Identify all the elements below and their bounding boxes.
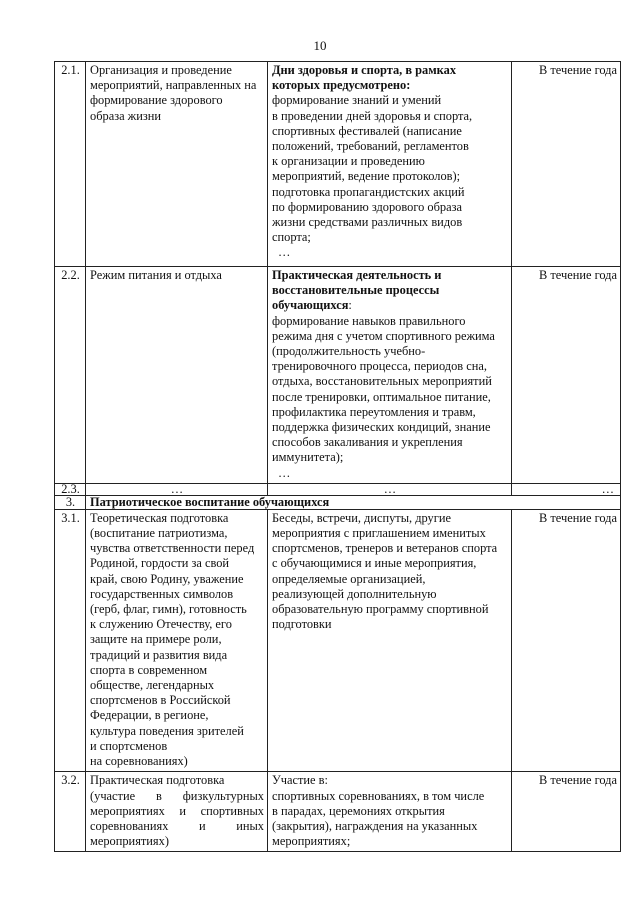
cell-line: спортсменов, тренеров и ветеранов спорта — [272, 541, 498, 556]
education-plan-table — [54, 61, 621, 852]
term-cell: В течение года — [512, 267, 621, 484]
cell-line: чувства ответственности перед — [90, 541, 255, 556]
cell-line: положений, требований, регламентов — [272, 139, 469, 154]
table-row — [55, 267, 621, 484]
cell-line: (закрытия), награждения на указанных — [272, 818, 478, 833]
cell-line: тренировочного процесса, периодов сна, — [272, 359, 487, 374]
cell-line: мероприятия с приглашением именитых — [272, 526, 486, 541]
cell-line: профилактика переутомления и травм, — [272, 404, 476, 419]
cell-line: соревнованиях и иных — [90, 818, 264, 833]
cell-line: способов закаливания и укрепления — [272, 435, 463, 450]
page-number: 10 — [313, 38, 327, 53]
cell-line: мероприятиях) — [90, 834, 169, 849]
cell-line: мероприятиях; — [272, 834, 351, 849]
cell-line: с обучающимися и иные мероприятия, — [272, 556, 477, 571]
cell-line: определяемые организацией, — [272, 571, 426, 586]
row-number: 3.2. — [55, 772, 86, 852]
cell-line: жизни средствами различных видов — [272, 215, 463, 230]
cell-line: (воспитание патриотизма, — [90, 526, 228, 541]
cell-line: к организации и проведению — [272, 154, 425, 169]
section-number: 3. — [55, 495, 86, 509]
term-cell: В течение года — [512, 62, 621, 267]
activity-cell — [86, 267, 268, 484]
table-row — [55, 483, 621, 495]
cell-line: спортивных фестивалей (написание — [272, 123, 462, 138]
cell-line: обществе, легендарных — [90, 678, 215, 693]
cell-line: отдыха, восстановительных мероприятий — [272, 374, 492, 389]
cell-heading: Дни здоровья и спорта, в рамках — [272, 63, 457, 77]
cell-line: образа жизни — [90, 108, 162, 123]
section-title: Патриотическое воспитание обучающихся — [86, 495, 621, 509]
cell-line: формирование навыков правильного — [272, 313, 466, 328]
cell-line: к служению Отечеству, его — [90, 617, 232, 632]
content-cell — [268, 62, 512, 267]
term-cell: В течение года — [512, 772, 621, 852]
cell-line: Практическая подготовка — [90, 773, 225, 788]
row-number: 2.2. — [55, 267, 86, 484]
term-cell: В течение года — [512, 509, 621, 771]
term-cell: … — [512, 483, 621, 495]
cell-ellipsis: … — [278, 245, 291, 260]
cell-line: спорта в современном — [90, 662, 208, 677]
cell-line: Родиной, гордости за свой — [90, 556, 230, 571]
cell-line: в парадах, церемониях открытия — [272, 803, 445, 818]
activity-cell: … — [86, 483, 268, 495]
cell-line: в проведении дней здоровья и спорта, — [272, 108, 473, 123]
heading-colon: : — [348, 298, 352, 313]
activity-cell — [86, 509, 268, 771]
cell-line: спорта; — [272, 230, 311, 245]
table-row — [55, 62, 621, 267]
cell-line: и спортсменов — [90, 738, 168, 753]
cell-line: (участие в физкультурных — [90, 788, 264, 803]
cell-line: Теоретическая подготовка — [90, 510, 229, 525]
cell-heading: Практическая деятельность и — [272, 268, 442, 282]
cell-line: защите на примере роли, — [90, 632, 222, 647]
cell-heading-line — [272, 298, 508, 313]
cell-line: государственных символов — [90, 586, 234, 601]
activity-cell — [86, 62, 268, 267]
cell-line: мероприятий, ведение протоколов); — [272, 169, 461, 184]
cell-line: образовательную программу спортивной — [272, 602, 489, 617]
cell-line: мероприятиях и спортивных — [90, 803, 264, 818]
content-cell — [268, 772, 512, 852]
cell-line: на соревнованиях) — [90, 754, 188, 769]
cell-line: Режим питания и отдыха — [90, 268, 222, 282]
table-row — [55, 509, 621, 771]
cell-line: Федерации, в регионе, — [90, 708, 209, 723]
cell-line: спортсменов в Российской — [90, 693, 231, 708]
cell-heading: обучающихся — [272, 298, 349, 313]
cell-line: (продолжительность учебно- — [272, 344, 426, 359]
activity-cell — [86, 772, 268, 852]
cell-line: традиций и развития вида — [90, 647, 228, 662]
row-number: 2.1. — [55, 62, 86, 267]
cell-line: после тренировки, оптимальное питание, — [272, 389, 491, 404]
cell-line: поддержка физических кондиций, знание — [272, 420, 491, 435]
content-cell — [268, 509, 512, 771]
cell-line: режима дня с учетом спортивного режима — [272, 328, 495, 343]
cell-line: подготовки — [272, 617, 332, 632]
cell-line: формирование знаний и умений — [272, 93, 442, 108]
cell-line: край, свою Родину, уважение — [90, 571, 244, 586]
row-number: 3.1. — [55, 509, 86, 771]
cell-line: культура поведения зрителей — [90, 723, 244, 738]
cell-line: Беседы, встречи, диспуты, другие — [272, 510, 451, 525]
cell-line: Участие в: — [272, 773, 328, 788]
cell-line: формирование здорового — [90, 93, 223, 108]
cell-line: мероприятий, направленных на — [90, 78, 257, 93]
cell-line: иммунитета); — [272, 450, 344, 465]
cell-line: (герб, флаг, гимн), готовность — [90, 602, 247, 617]
cell-line: реализующей дополнительную — [272, 586, 437, 601]
section-row — [55, 495, 621, 509]
content-cell: … — [268, 483, 512, 495]
cell-heading: восстановительные процессы — [272, 283, 440, 298]
cell-ellipsis: … — [278, 465, 291, 480]
cell-line: по формированию здорового образа — [272, 199, 462, 214]
content-cell — [268, 267, 512, 484]
cell-line: Организация и проведение — [90, 63, 232, 77]
cell-line: спортивных соревнованиях, в том числе — [272, 788, 485, 803]
table-row — [55, 772, 621, 852]
cell-line: подготовка пропагандистских акций — [272, 184, 465, 199]
cell-heading: которых предусмотрено: — [272, 78, 411, 93]
row-number: 2.3. — [55, 483, 86, 495]
